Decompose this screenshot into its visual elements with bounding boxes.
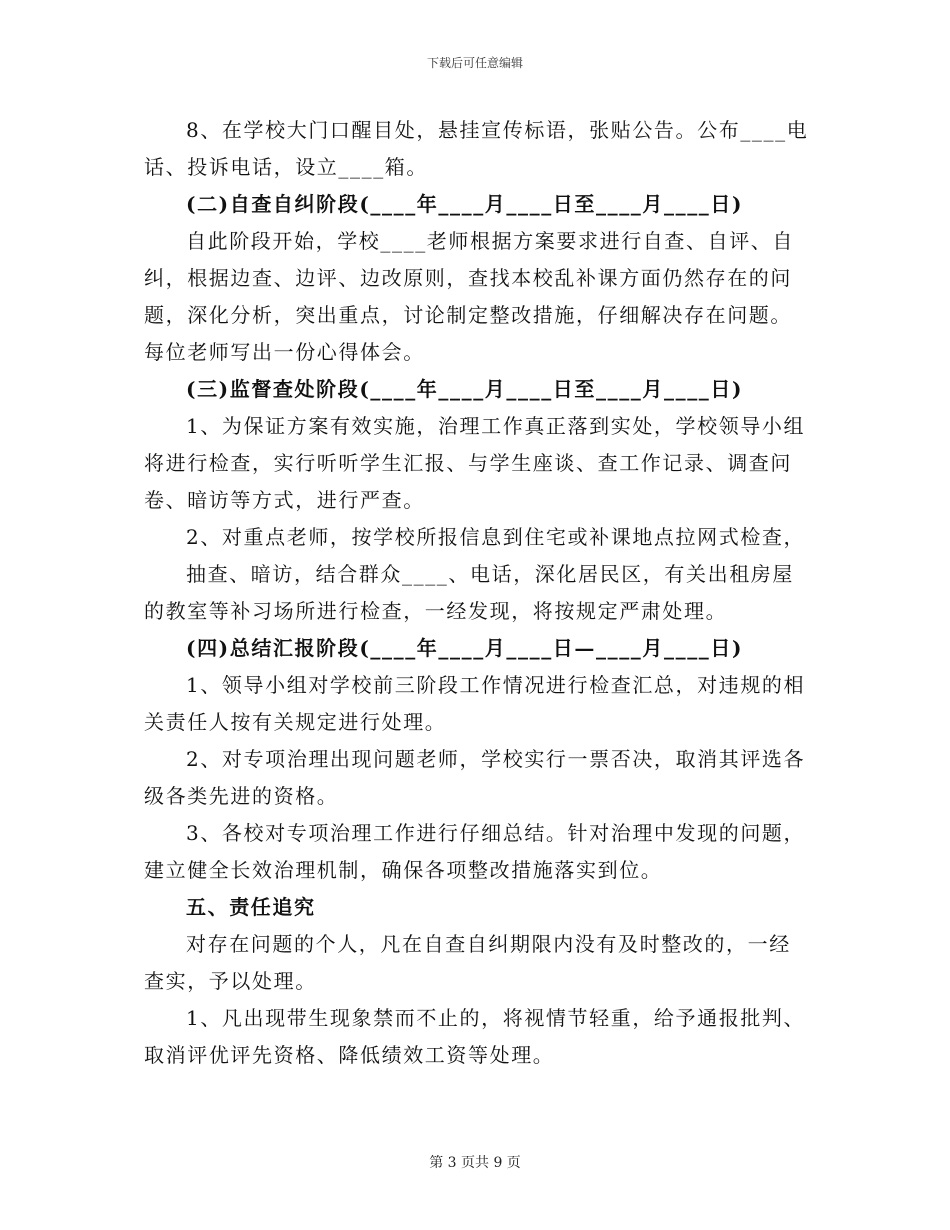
section-heading: (二)自查自纠阶段(____年____月____日至____月____日) bbox=[186, 192, 744, 216]
text-line: 2、对专项治理出现问题老师，学校实行一票否决，取消其评选各 bbox=[186, 747, 806, 771]
section-heading: (四)总结汇报阶段(____年____月____日—____月____日) bbox=[186, 636, 744, 660]
text-line: 1、凡出现带生现象禁而不止的，将视情节轻重，给予通报批判、 bbox=[186, 1006, 806, 1030]
page-header: 下载后可任意编辑 bbox=[426, 56, 523, 70]
text-line: 关责任人按有关规定进行处理。 bbox=[144, 710, 447, 734]
text-line: 建立健全长效治理机制，确保各项整改措施落实到位。 bbox=[144, 858, 663, 882]
text-line: 抽查、暗访，结合群众____、电话，深化居民区，有关出租房屋 bbox=[186, 562, 794, 586]
section-heading: (三)监督查处阶段(____年____月____日至____月____日) bbox=[186, 377, 744, 401]
document-body bbox=[144, 112, 809, 1074]
text-line: 纠，根据边查、边评、边改原则，查找本校乱补课方面仍然存在的问 bbox=[144, 266, 792, 290]
text-line: 每位老师写出一份心得体会。 bbox=[144, 340, 425, 364]
text-line: 1、为保证方案有效实施，治理工作真正落到实处，学校领导小组 bbox=[186, 414, 806, 438]
text-line: 自此阶段开始，学校____老师根据方案要求进行自查、自评、自 bbox=[186, 229, 794, 253]
section-heading: 五、责任追究 bbox=[186, 895, 316, 919]
text-line: 取消评优评先资格、降低绩效工资等处理。 bbox=[144, 1043, 555, 1067]
text-line: 将进行检查，实行听听学生汇报、与学生座谈、查工作记录、调查问 bbox=[144, 451, 792, 475]
text-line: 卷、暗访等方式，进行严查。 bbox=[144, 488, 425, 512]
text-line: 级各类先进的资格。 bbox=[144, 784, 339, 808]
text-line: 查实，予以处理。 bbox=[144, 969, 317, 993]
text-line: 对存在问题的个人，凡在自查自纠期限内没有及时整改的，一经 bbox=[186, 932, 791, 956]
text-line: 题，深化分析，突出重点，讨论制定整改措施，仔细解决存在问题。 bbox=[144, 303, 792, 327]
text-line: 2、对重点老师，按学校所报信息到住宅或补课地点拉网式检查， bbox=[186, 525, 806, 549]
text-line: 3、各校对专项治理工作进行仔细总结。针对治理中发现的问题， bbox=[186, 821, 806, 845]
text-line: 的教室等补习场所进行检查，一经发现，将按规定严肃处理。 bbox=[144, 599, 728, 623]
page-footer: 第 3 页共 9 页 bbox=[429, 1155, 521, 1171]
text-line: 话、投诉电话，设立____箱。 bbox=[144, 155, 428, 179]
text-line: 8、在学校大门口醒目处，悬挂宣传标语，张贴公告。公布____电 bbox=[186, 118, 809, 142]
text-line: 1、领导小组对学校前三阶段工作情况进行检查汇总，对违规的相 bbox=[186, 673, 806, 697]
